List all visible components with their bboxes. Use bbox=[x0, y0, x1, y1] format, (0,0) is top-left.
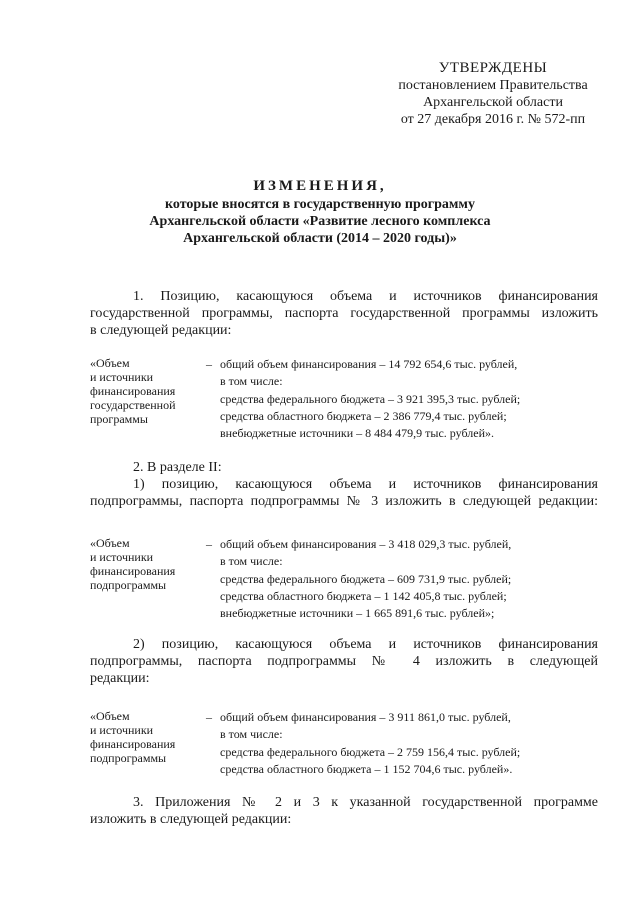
funding-value: общий объем финансирования – 3 911 861,0 тыс. рублей, bbox=[220, 710, 511, 724]
label-line: финансирования bbox=[90, 564, 176, 578]
funding-value: средства федерального бюджета – 2 759 156,4 тыс. рублей; bbox=[220, 745, 521, 759]
paragraph-line: 1) позицию, касающуюся объема и источников финансирования bbox=[133, 477, 598, 492]
label-line: финансирования bbox=[90, 737, 176, 751]
funding-values bbox=[220, 536, 511, 622]
dash: – bbox=[206, 537, 212, 551]
funding-label bbox=[90, 536, 200, 592]
paragraph-line: редакции: bbox=[90, 671, 150, 686]
paragraph-1 bbox=[90, 288, 598, 339]
funding-value: средства областного бюджета – 1 142 405,8 тыс. рублей; bbox=[220, 589, 507, 603]
dash: – bbox=[206, 357, 212, 371]
funding-values bbox=[220, 709, 520, 778]
funding-value: в том числе: bbox=[220, 727, 283, 741]
funding-value: средства федерального бюджета – 3 921 395,3 тыс. рублей; bbox=[220, 392, 521, 406]
document-title: ИЗМЕНЕНИЯ, bbox=[253, 178, 387, 194]
funding-value: общий объем финансирования – 3 418 029,3 тыс. рублей, bbox=[220, 537, 512, 551]
heading-line: Архангельской области (2014 – 2020 годы)» bbox=[183, 231, 457, 246]
approval-line: постановлением Правительства bbox=[398, 78, 588, 93]
label-line: и источники bbox=[90, 723, 154, 737]
paragraph-line: государственной программы, паспорта государственной программы изложить bbox=[90, 306, 598, 321]
paragraph-line: подпрограммы, паспорта подпрограммы № 4 изложить в следующей bbox=[90, 654, 598, 669]
paragraph-2 bbox=[90, 459, 598, 510]
funding-value: в том числе: bbox=[220, 374, 283, 388]
paragraph-line: подпрограммы, паспорта подпрограммы № 3 изложить в следующей редакции: bbox=[90, 494, 598, 509]
funding-value: средства областного бюджета – 2 386 779,4 тыс. рублей; bbox=[220, 409, 507, 423]
label-line: подпрограммы bbox=[90, 578, 167, 592]
label-line: подпрограммы bbox=[90, 751, 167, 765]
paragraph-line: в следующей редакции: bbox=[90, 323, 232, 338]
dash: – bbox=[206, 710, 212, 724]
label-line: и источники bbox=[90, 550, 154, 564]
funding-label bbox=[90, 356, 200, 426]
label-line: «Объем bbox=[90, 356, 130, 370]
funding-value: в том числе: bbox=[220, 554, 283, 568]
approval-line: от 27 декабря 2016 г. № 572-пп bbox=[400, 112, 586, 127]
label-line: программы bbox=[90, 412, 148, 426]
funding-value: средства федерального бюджета – 609 731,9 тыс. рублей; bbox=[220, 572, 512, 586]
label-line: государственной bbox=[90, 398, 176, 412]
funding-value: средства областного бюджета – 1 152 704,6 тыс. рублей». bbox=[220, 762, 513, 776]
approval-block bbox=[378, 60, 608, 128]
funding-block-3 bbox=[90, 709, 610, 781]
label-line: финансирования bbox=[90, 384, 176, 398]
paragraph-line: 3. Приложения № 2 и 3 к указанной государственной программе bbox=[133, 795, 598, 810]
paragraph-line: 2) позицию, касающуюся объема и источников финансирования bbox=[133, 637, 598, 652]
funding-block-1 bbox=[90, 356, 610, 446]
funding-value: внебюджетные источники – 1 665 891,6 тыс. рублей»; bbox=[220, 606, 495, 620]
label-line: и источники bbox=[90, 370, 154, 384]
funding-values bbox=[220, 356, 520, 442]
paragraph-line: 2. В разделе II: bbox=[133, 460, 222, 475]
paragraph-4 bbox=[90, 794, 598, 828]
heading-line: которые вносятся в государственную программу bbox=[165, 197, 475, 212]
label-line: «Объем bbox=[90, 709, 130, 723]
document-heading bbox=[60, 178, 580, 247]
paragraph-line: 1. Позицию, касающуюся объема и источников финансирования bbox=[133, 289, 598, 304]
approval-line: Архангельской области bbox=[423, 95, 563, 110]
paragraph-3 bbox=[90, 636, 598, 687]
funding-label bbox=[90, 709, 200, 765]
funding-value: внебюджетные источники – 8 484 479,9 тыс. рублей». bbox=[220, 426, 495, 440]
label-line: «Объем bbox=[90, 536, 130, 550]
funding-value: общий объем финансирования – 14 792 654,6 тыс. рублей, bbox=[220, 357, 518, 371]
approval-title: УТВЕРЖДЕНЫ bbox=[438, 60, 548, 76]
heading-line: Архангельской области «Развитие лесного комплекса bbox=[149, 214, 491, 229]
paragraph-line: изложить в следующей редакции: bbox=[90, 812, 292, 827]
funding-block-2 bbox=[90, 536, 610, 626]
